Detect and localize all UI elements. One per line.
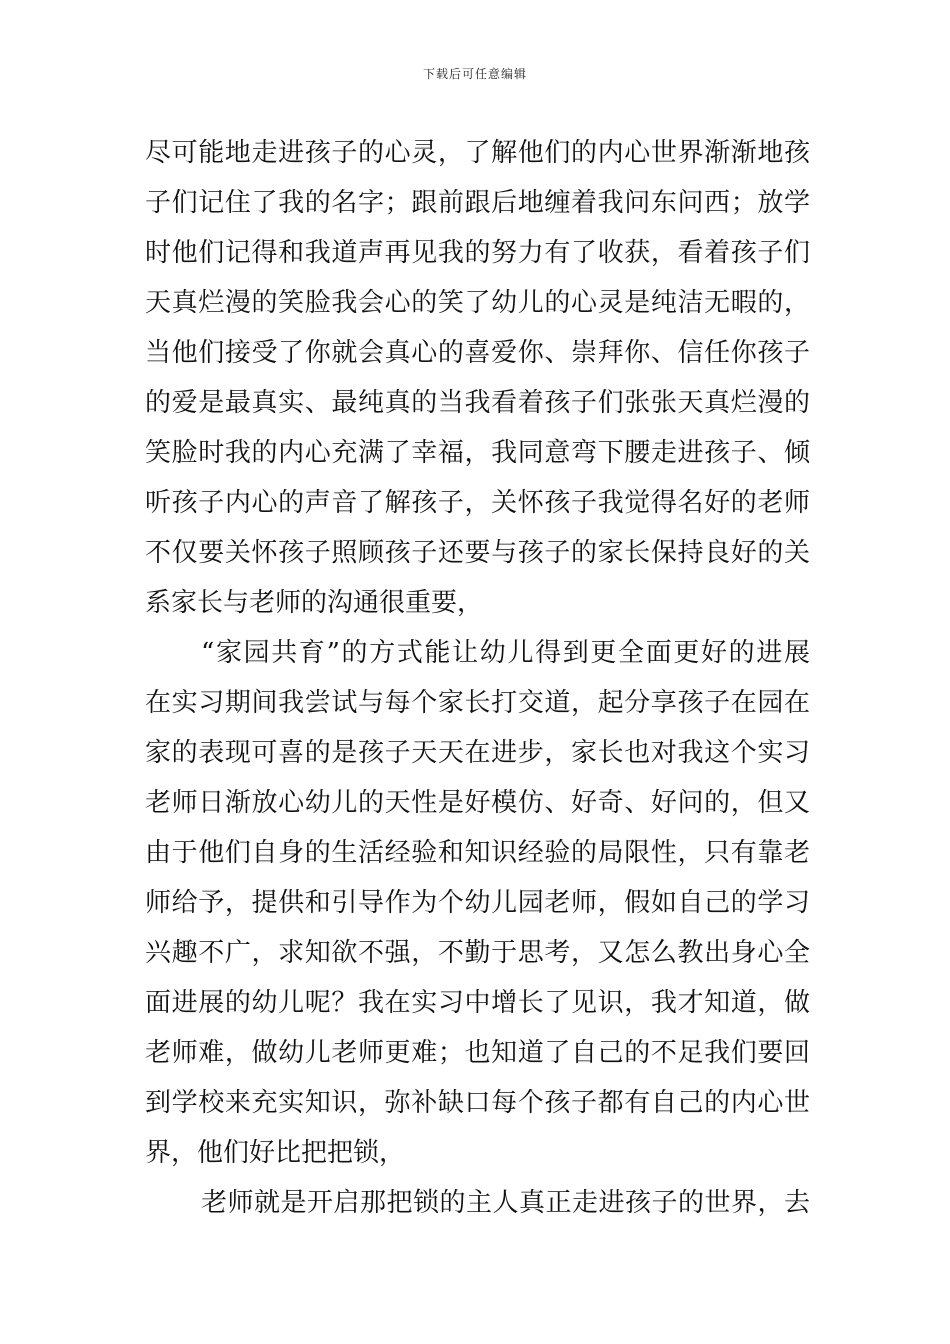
paragraph [145,628,810,1178]
text-line: 老师就是开启那把锁的主人真正走进孩子的世界，去 [201,1188,810,1218]
text-line: 到学校来充实知识，弥补缺口每个孩子都有自己的内心世 [145,1088,810,1118]
text-line: 尽可能地走进孩子的心灵，了解他们的内心世界渐渐地孩 [145,138,810,168]
text-line: 当他们接受了你就会真心的喜爱你、崇拜你、信任你孩子 [145,338,810,368]
text-line: 家的表现可喜的是孩子天天在进步，家长也对我这个实习 [145,738,810,768]
text-line: 界，他们好比把把锁， [145,1138,406,1168]
text-line: 的爱是最真实、最纯真的当我看着孩子们张张天真烂漫的 [145,388,810,418]
text-line: 子们记住了我的名字；跟前跟后地缠着我问东问西；放学 [145,188,810,218]
text-line: 时他们记得和我道声再见我的努力有了收获，看着孩子们 [145,238,810,268]
text-line: 老师日渐放心幼儿的天性是好模仿、好奇、好问的，但又 [145,788,810,818]
text-line: 老师难，做幼儿老师更难；也知道了自己的不足我们要回 [145,1038,810,1068]
page-header: 下载后可任意编辑 [422,67,527,81]
paragraph [145,128,810,628]
text-line: 由于他们自身的生活经验和知识经验的局限性，只有靠老 [145,838,810,868]
text-line: 面进展的幼儿呢？我在实习中增长了见识，我才知道，做 [145,988,810,1018]
text-line: 系家长与老师的沟通很重要， [145,588,484,618]
text-line: 听孩子内心的声音了解孩子，关怀孩子我觉得名好的老师 [145,488,810,518]
text-line: 师给予，提供和引导作为个幼儿园老师，假如自己的学习 [145,888,810,918]
paragraph [145,1178,810,1228]
text-line: “家园共育”的方式能让幼儿得到更全面更好的进展 [201,638,810,668]
text-line: 兴趣不广，求知欲不强，不勤于思考，又怎么教出身心全 [145,938,810,968]
text-line: 在实习期间我尝试与每个家长打交道，起分享孩子在园在 [145,688,810,718]
document-body [145,128,810,1228]
text-line: 笑脸时我的内心充满了幸福，我同意弯下腰走进孩子、倾 [145,438,810,468]
text-line: 不仅要关怀孩子照顾孩子还要与孩子的家长保持良好的关 [145,538,810,568]
text-line: 天真烂漫的笑脸我会心的笑了幼儿的心灵是纯洁无暇的， [145,288,810,318]
